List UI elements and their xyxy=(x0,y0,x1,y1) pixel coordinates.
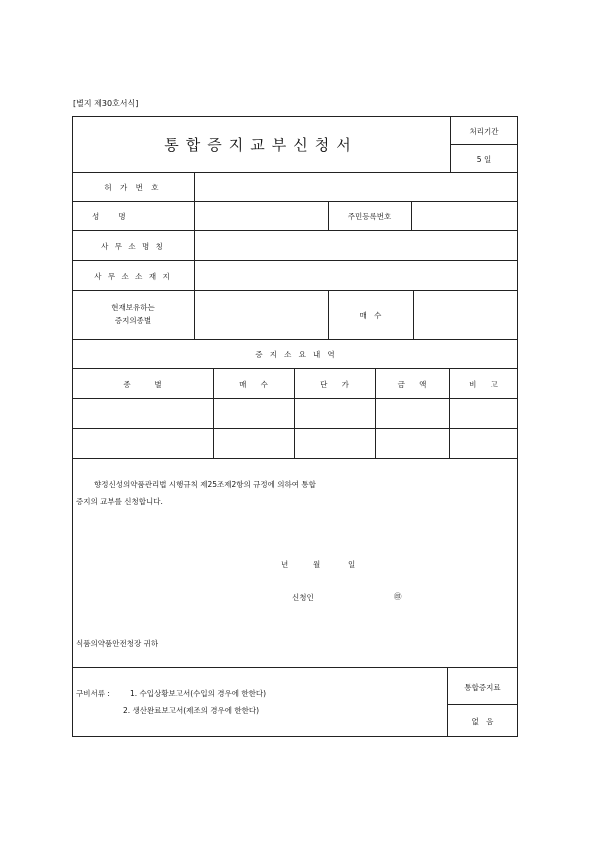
attachment-item-1: 1. 수입상황보고서(수입의 경우에 한한다) xyxy=(130,689,267,698)
date-year-label: 년 xyxy=(281,560,289,569)
fee-label: 통합증지료 xyxy=(464,683,501,692)
resident-number-label: 주민등록번호 xyxy=(347,212,392,221)
row2-quantity-cell[interactable] xyxy=(214,429,293,457)
processing-period-value: 5 일 xyxy=(476,155,492,164)
attachments-label: 구비서류 : xyxy=(76,689,110,698)
fee-value: 없 음 xyxy=(471,717,494,726)
row2-remarks-cell[interactable] xyxy=(450,429,517,457)
date-month-label: 월 xyxy=(313,560,321,569)
office-address-label: 사 무 소 소 재 지 xyxy=(94,272,172,281)
office-address-field[interactable] xyxy=(195,261,517,289)
row1-amount-cell[interactable] xyxy=(376,399,448,427)
column-header-type: 종 별 xyxy=(123,380,162,389)
office-name-label: 사 무 소 명 칭 xyxy=(101,242,165,251)
name-label: 성 명 xyxy=(92,212,126,221)
date-day-label: 일 xyxy=(348,560,356,569)
column-header-amount: 금 액 xyxy=(397,380,427,389)
attachment-item-2: 2. 생산완료보고서(제조의 경우에 한한다) xyxy=(123,706,260,715)
page-title: 통합증지교부신청서 xyxy=(164,136,358,154)
row2-unit-price-cell[interactable] xyxy=(295,429,374,457)
resident-number-field[interactable] xyxy=(412,202,517,229)
name-field[interactable] xyxy=(195,202,327,229)
row1-remarks-cell[interactable] xyxy=(450,399,517,427)
row2-type-cell[interactable] xyxy=(73,429,212,457)
quantity-field[interactable] xyxy=(414,291,517,338)
permit-number-field[interactable] xyxy=(195,173,517,200)
seal-mark: ㊞ xyxy=(394,592,402,601)
processing-period-label: 처리기간 xyxy=(469,127,499,136)
row2-amount-cell[interactable] xyxy=(376,429,448,457)
current-stock-label-2: 증지의종별 xyxy=(114,316,152,325)
request-section-title: 증 지 소 요 내 역 xyxy=(255,350,335,359)
recipient: 식품의약품안전청장 귀하 xyxy=(76,639,159,648)
current-stock-field[interactable] xyxy=(195,291,327,338)
row1-type-cell[interactable] xyxy=(73,399,212,427)
row1-unit-price-cell[interactable] xyxy=(295,399,374,427)
current-stock-label-1: 현재보유하는 xyxy=(111,303,155,312)
row1-quantity-cell[interactable] xyxy=(214,399,293,427)
applicant-signature-field[interactable] xyxy=(322,588,390,604)
office-name-field[interactable] xyxy=(195,231,517,259)
quantity-label: 매 수 xyxy=(359,311,382,320)
statement-line-1: 향정신성의약품관리법 시행규칙 제25조제2항의 규정에 의하여 통합 xyxy=(94,480,316,489)
column-header-unit-price: 단 가 xyxy=(320,380,349,389)
applicant-label: 신청인 xyxy=(292,593,314,602)
column-header-remarks: 비 고 xyxy=(469,380,498,389)
permit-number-label: 허 가 번 호 xyxy=(104,183,162,192)
statement-line-2: 증지의 교부를 신청합니다. xyxy=(76,497,163,506)
column-header-quantity: 매 수 xyxy=(239,380,268,389)
form-number: [별지 제30호서식] xyxy=(73,99,139,108)
